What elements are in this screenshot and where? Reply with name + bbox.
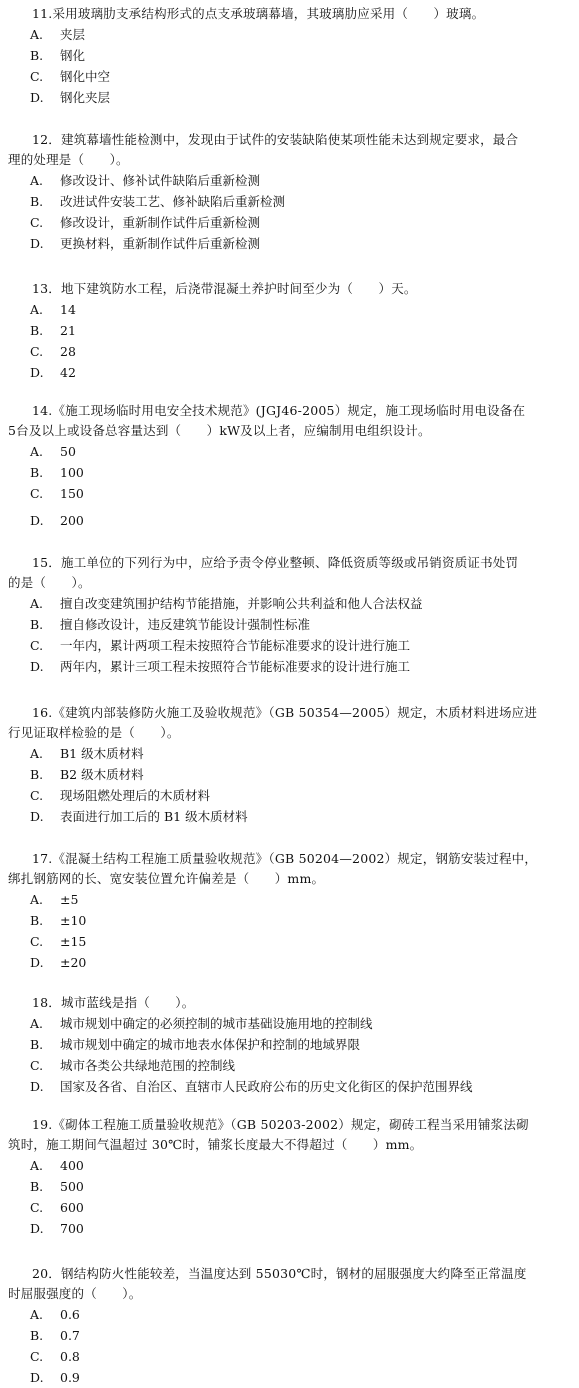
- question-stem-line-1: 17.《混凝土结构工程施工质量验收规范》（GB 50204—2002）规定，钢筋安装过程中，: [32, 851, 538, 866]
- question-stem: 11.采用玻璃肋支承结构形式的点支承玻璃幕墙，其玻璃肋应采用（ ）玻璃。: [32, 6, 485, 21]
- option-d: [0, 1218, 579, 1239]
- option-label: D.: [30, 955, 44, 970]
- question-stem-line-2: 的是（ ）。: [8, 575, 91, 590]
- question-stem-line-1: 16.《建筑内部装修防火施工及验收规范》（GB 50354—2005）规定，木质材料进场应进: [32, 705, 538, 720]
- option-text: 擅自修改设计，违反建筑节能设计强制性标准: [60, 617, 311, 632]
- option-label: D.: [30, 1221, 44, 1236]
- option-text: 600: [60, 1200, 84, 1215]
- option-label: B.: [30, 767, 44, 782]
- option-text: 400: [60, 1158, 84, 1173]
- option-b: [0, 614, 579, 635]
- option-label: C.: [30, 215, 44, 230]
- option-text: 28: [60, 344, 76, 359]
- option-c: [0, 212, 579, 233]
- option-c: [0, 785, 579, 806]
- option-text: 200: [60, 513, 84, 528]
- option-label: B.: [30, 48, 44, 63]
- option-text: ±20: [60, 955, 87, 970]
- option-a: [0, 24, 579, 45]
- question-15: [0, 553, 579, 677]
- option-a: [0, 743, 579, 764]
- option-text: 700: [60, 1221, 84, 1236]
- question-stem-line-2: 理的处理是（ ）。: [8, 152, 129, 167]
- question-14: [0, 401, 579, 531]
- option-text: 钢化: [60, 48, 86, 63]
- option-c: [0, 341, 579, 362]
- question-20: [0, 1264, 579, 1388]
- option-label: B.: [30, 1037, 44, 1052]
- option-text: B2 级木质材料: [60, 767, 144, 782]
- option-label: A.: [30, 746, 44, 761]
- option-text: 钢化夹层: [60, 90, 111, 105]
- option-text: 更换材料，重新制作试件后重新检测: [60, 236, 261, 251]
- option-b: [0, 320, 579, 341]
- option-d: [0, 87, 579, 108]
- option-d: [0, 1076, 579, 1097]
- option-c: [0, 1197, 579, 1218]
- option-text: ±5: [60, 892, 79, 907]
- option-label: D.: [30, 659, 44, 674]
- option-d: [0, 656, 579, 677]
- option-d: [0, 362, 579, 383]
- option-c: [0, 483, 579, 504]
- option-text: 0.6: [60, 1307, 80, 1322]
- option-label: A.: [30, 27, 44, 42]
- option-label: D.: [30, 513, 44, 528]
- option-text: 城市规划中确定的必须控制的城市基础设施用地的控制线: [60, 1016, 373, 1031]
- question-stem-line-1: 20．钢结构防火性能较差，当温度达到 55030℃时，钢材的屈服强度大约降至正常温度: [32, 1266, 527, 1281]
- option-a: [0, 593, 579, 614]
- option-text: 修改设计、修补试件缺陷后重新检测: [60, 173, 261, 188]
- option-text: 14: [60, 302, 76, 317]
- option-c: [0, 931, 579, 952]
- option-text: 100: [60, 465, 84, 480]
- option-text: 0.9: [60, 1370, 80, 1385]
- option-label: B.: [30, 1179, 44, 1194]
- option-label: C.: [30, 69, 44, 84]
- option-text: 擅自改变建筑围护结构节能措施，并影响公共利益和他人合法权益: [60, 596, 423, 611]
- option-label: C.: [30, 486, 44, 501]
- option-label: C.: [30, 1349, 44, 1364]
- option-text: 改进试件安装工艺、修补缺陷后重新检测: [60, 194, 286, 209]
- option-label: C.: [30, 1200, 44, 1215]
- question-stem-line-2: 时屈服强度的（ ）。: [8, 1286, 142, 1301]
- question-stem: 13．地下建筑防水工程，后浇带混凝土养护时间至少为（ ）天。: [32, 281, 417, 296]
- option-label: C.: [30, 788, 44, 803]
- option-label: A.: [30, 596, 44, 611]
- option-text: 国家及各省、自治区、直辖市人民政府公布的历史文化街区的保护范围界线: [60, 1079, 473, 1094]
- option-label: B.: [30, 323, 44, 338]
- question-stem-line-1: 19.《砌体工程施工质量验收规范》（GB 50203-2002）规定，砌砖工程当采用铺浆法砌: [32, 1117, 529, 1132]
- option-text: 一年内，累计两项工程未按照符合节能标准要求的设计进行施工: [60, 638, 411, 653]
- option-label: C.: [30, 638, 44, 653]
- option-b: [0, 45, 579, 66]
- option-a: [0, 1304, 579, 1325]
- option-label: B.: [30, 1328, 44, 1343]
- option-d: [0, 510, 579, 531]
- option-b: [0, 764, 579, 785]
- option-a: [0, 299, 579, 320]
- option-c: [0, 1055, 579, 1076]
- option-label: D.: [30, 365, 44, 380]
- option-d: [0, 952, 579, 973]
- question-18: [0, 993, 579, 1097]
- option-label: A.: [30, 173, 44, 188]
- option-text: 0.8: [60, 1349, 80, 1364]
- option-text: 钢化中空: [60, 69, 111, 84]
- option-a: [0, 1155, 579, 1176]
- question-stem-line-2: 绑扎钢筋网的长、宽安装位置允许偏差是（ ）mm。: [8, 871, 325, 886]
- option-text: 现场阻燃处理后的木质材料: [60, 788, 211, 803]
- option-label: B.: [30, 913, 44, 928]
- option-text: 夹层: [60, 27, 86, 42]
- option-a: [0, 441, 579, 462]
- option-label: B.: [30, 194, 44, 209]
- option-text: ±10: [60, 913, 87, 928]
- question-16: [0, 703, 579, 827]
- option-b: [0, 910, 579, 931]
- option-label: A.: [30, 1307, 44, 1322]
- option-text: 150: [60, 486, 84, 501]
- option-text: 50: [60, 444, 76, 459]
- option-label: B.: [30, 617, 44, 632]
- question-stem: 18．城市蓝线是指（ ）。: [32, 995, 195, 1010]
- option-text: 城市规划中确定的城市地表水体保护和控制的地域界限: [60, 1037, 361, 1052]
- option-label: A.: [30, 1016, 44, 1031]
- option-label: D.: [30, 236, 44, 251]
- option-d: [0, 233, 579, 254]
- question-stem-line-1: 12．建筑幕墙性能检测中，发现由于试件的安装缺陷使某项性能未达到规定要求，最合: [32, 132, 519, 147]
- option-a: [0, 170, 579, 191]
- option-label: D.: [30, 90, 44, 105]
- option-c: [0, 66, 579, 87]
- option-a: [0, 1013, 579, 1034]
- option-label: C.: [30, 344, 44, 359]
- option-b: [0, 1034, 579, 1055]
- option-text: 城市各类公共绿地范围的控制线: [60, 1058, 236, 1073]
- option-text: 表面进行加工后的 B1 级木质材料: [60, 809, 248, 824]
- question-stem-line-1: 14.《施工现场临时用电安全技术规范》(JGJ46-2005）规定，施工现场临时用电设备在: [32, 403, 526, 418]
- option-text: 42: [60, 365, 76, 380]
- question-13: [0, 279, 579, 383]
- option-label: C.: [30, 934, 44, 949]
- option-label: A.: [30, 302, 44, 317]
- option-label: C.: [30, 1058, 44, 1073]
- option-text: 500: [60, 1179, 84, 1194]
- option-label: B.: [30, 465, 44, 480]
- option-text: 两年内，累计三项工程未按照符合节能标准要求的设计进行施工: [60, 659, 411, 674]
- question-12: [0, 130, 579, 254]
- option-b: [0, 191, 579, 212]
- option-text: B1 级木质材料: [60, 746, 144, 761]
- option-text: 21: [60, 323, 76, 338]
- question-stem-line-1: 15．施工单位的下列行为中，应给予责令停业整顿、降低资质等级或吊销资质证书处罚: [32, 555, 519, 570]
- option-text: 0.7: [60, 1328, 80, 1343]
- option-d: [0, 806, 579, 827]
- question-stem-line-2: 5台及以上或设备总容量达到（ ）kW及以上者，应编制用电组织设计。: [8, 423, 431, 438]
- option-label: A.: [30, 444, 44, 459]
- question-11: [0, 4, 579, 108]
- option-b: [0, 1325, 579, 1346]
- question-stem-line-2: 筑时，施工期间气温超过 30℃时，铺浆长度最大不得超过（ ）mm。: [8, 1137, 423, 1152]
- option-a: [0, 889, 579, 910]
- option-b: [0, 1176, 579, 1197]
- option-label: A.: [30, 892, 44, 907]
- option-c: [0, 635, 579, 656]
- option-label: A.: [30, 1158, 44, 1173]
- option-b: [0, 462, 579, 483]
- option-text: ±15: [60, 934, 87, 949]
- question-17: [0, 849, 579, 973]
- question-stem-line-2: 行见证取样检验的是（ ）。: [8, 725, 180, 740]
- option-text: 修改设计，重新制作试件后重新检测: [60, 215, 261, 230]
- question-19: [0, 1115, 579, 1239]
- option-label: D.: [30, 1370, 44, 1385]
- option-label: D.: [30, 1079, 44, 1094]
- option-label: D.: [30, 809, 44, 824]
- option-c: [0, 1346, 579, 1367]
